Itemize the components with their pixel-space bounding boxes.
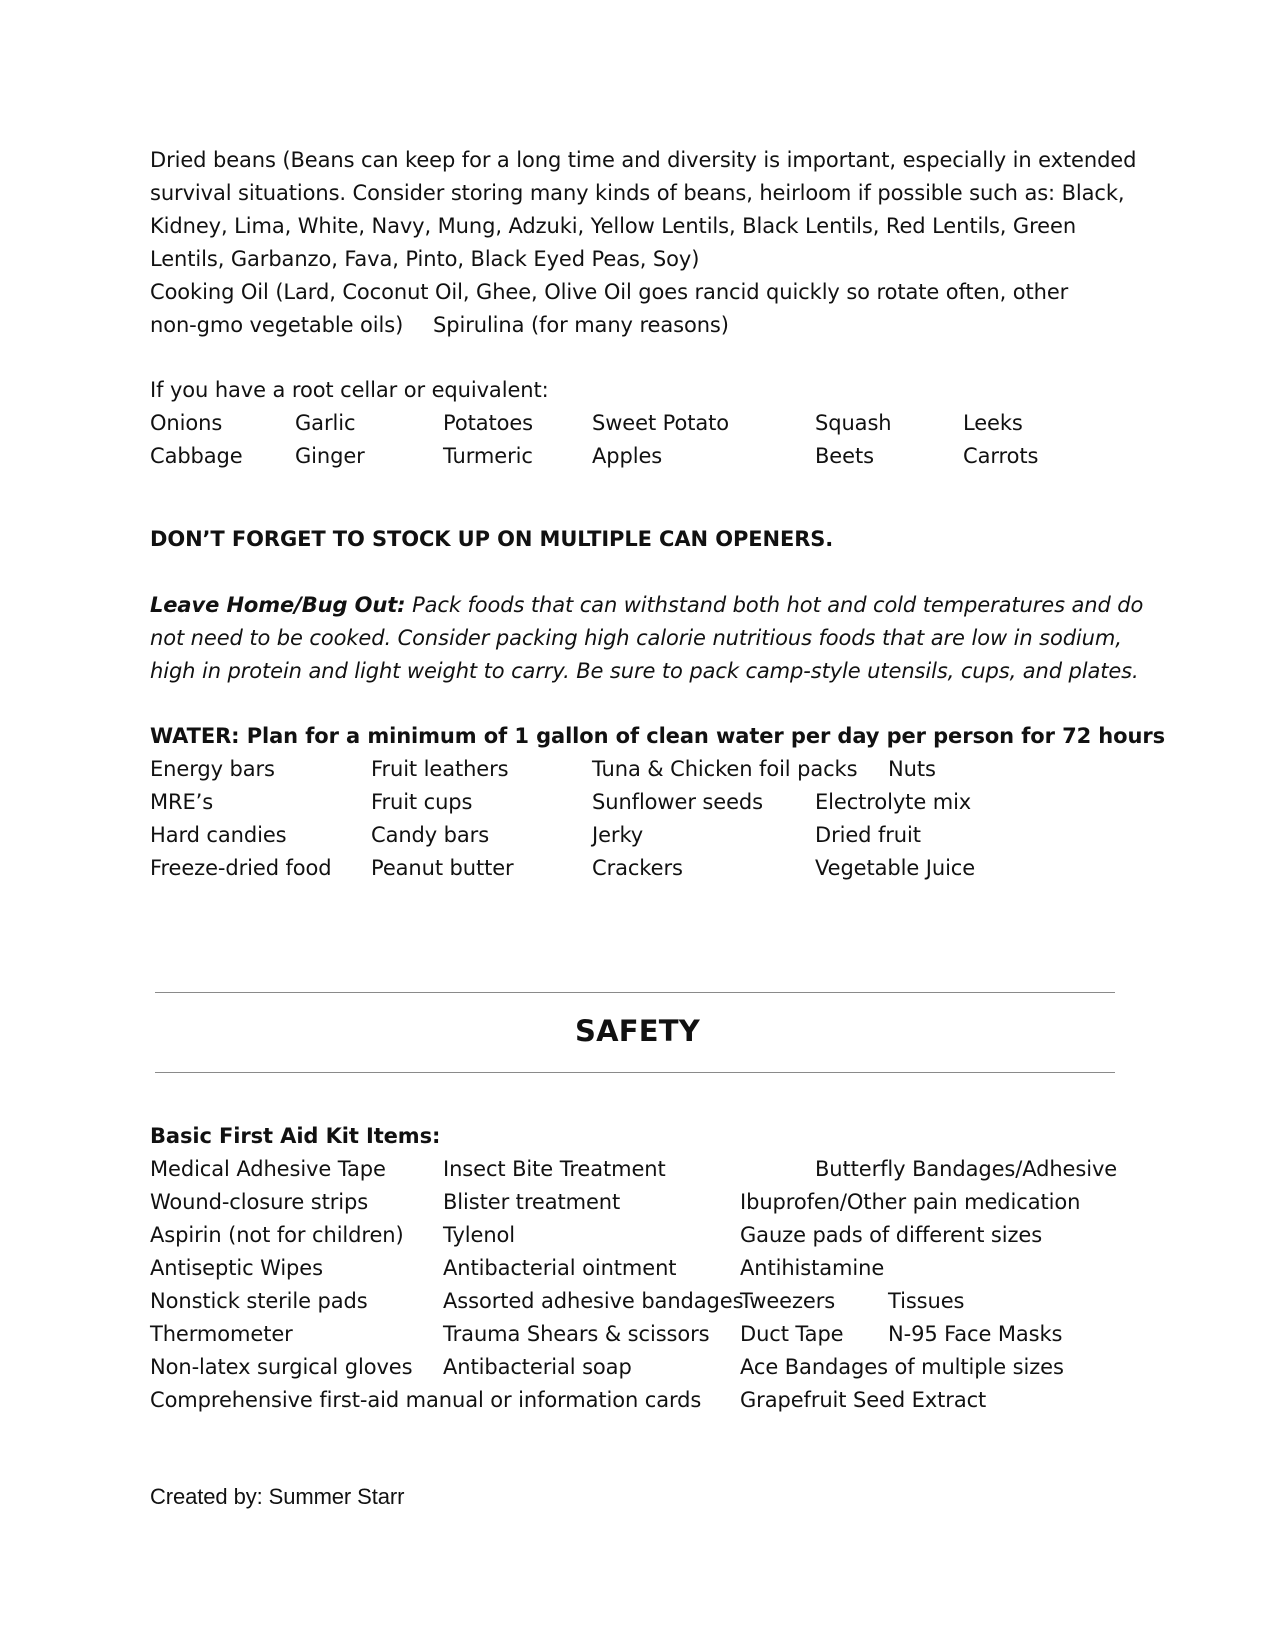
first-aid-item: Medical Adhesive Tape	[150, 1157, 386, 1181]
first-aid-item: Ace Bandages of multiple sizes	[740, 1355, 1064, 1379]
water-item: Hard candies	[150, 823, 287, 847]
bug-out-line-1	[150, 588, 1143, 622]
intro-line-1: Dried beans (Beans can keep for a long time and diversity is important, especially in extended	[150, 148, 1137, 172]
water-heading: WATER: Plan for a minimum of 1 gallon of clean water per day per person for 72 hours	[150, 724, 1165, 748]
first-aid-item: Grapefruit Seed Extract	[740, 1388, 987, 1412]
water-item: Freeze-dried food	[150, 856, 332, 880]
root-cellar-item: Apples	[592, 444, 663, 468]
first-aid-item: Tweezers	[740, 1289, 836, 1313]
divider-top	[155, 992, 1115, 993]
first-aid-item: Assorted adhesive bandages	[443, 1289, 744, 1313]
water-item: Electrolyte mix	[815, 790, 972, 814]
first-aid-item: Wound-closure strips	[150, 1190, 369, 1214]
first-aid-item: Aspirin (not for children)	[150, 1223, 404, 1247]
intro-line-2: survival situations. Consider storing many kinds of beans, heirloom if possible such as: Black,	[150, 181, 1125, 205]
first-aid-item: Antiseptic Wipes	[150, 1256, 323, 1280]
first-aid-item: Nonstick sterile pads	[150, 1289, 368, 1313]
first-aid-item: Antihistamine	[740, 1256, 885, 1280]
root-cellar-item: Potatoes	[443, 411, 534, 435]
can-openers-notice: DON’T FORGET TO STOCK UP ON MULTIPLE CAN OPENERS.	[150, 527, 834, 551]
first-aid-item: Tissues	[888, 1289, 965, 1313]
first-aid-item: Duct Tape	[740, 1322, 844, 1346]
bug-out-line-3: high in protein and light weight to carry. Be sure to pack camp-style utensils, cups, and plates.	[150, 659, 1139, 683]
first-aid-item: Ibuprofen/Other pain medication	[740, 1190, 1081, 1214]
first-aid-item: Tylenol	[443, 1223, 516, 1247]
water-item: Fruit cups	[371, 790, 473, 814]
divider-bottom	[155, 1072, 1115, 1073]
root-cellar-heading: If you have a root cellar or equivalent:	[150, 378, 549, 402]
section-title-safety: SAFETY	[575, 1014, 700, 1048]
intro-line-5: Cooking Oil (Lard, Coconut Oil, Ghee, Olive Oil goes rancid quickly so rotate often, other	[150, 280, 1069, 304]
root-cellar-item: Ginger	[295, 444, 365, 468]
bug-out-label: Leave Home/Bug Out:	[150, 593, 406, 617]
root-cellar-item: Turmeric	[443, 444, 533, 468]
first-aid-item: N-95 Face Masks	[888, 1322, 1063, 1346]
water-item: Dried fruit	[815, 823, 921, 847]
intro-line-3: Kidney, Lima, White, Navy, Mung, Adzuki, Yellow Lentils, Black Lentils, Red Lentils, Green	[150, 214, 1077, 238]
water-item: Peanut butter	[371, 856, 514, 880]
spirulina-item: Spirulina (for many reasons)	[433, 313, 729, 337]
water-item: Fruit leathers	[371, 757, 509, 781]
first-aid-item: Antibacterial soap	[443, 1355, 632, 1379]
water-item: Tuna & Chicken foil packs	[592, 757, 858, 781]
root-cellar-item: Squash	[815, 411, 892, 435]
footer-credit: Created by: Summer Starr	[150, 1484, 405, 1509]
root-cellar-item: Leeks	[963, 411, 1023, 435]
first-aid-item: Trauma Shears & scissors	[443, 1322, 710, 1346]
root-cellar-item: Beets	[815, 444, 874, 468]
water-item: MRE’s	[150, 790, 214, 814]
first-aid-item: Thermometer	[150, 1322, 293, 1346]
oil-line-end: non-gmo vegetable oils)	[150, 313, 404, 337]
root-cellar-item: Cabbage	[150, 444, 243, 468]
water-item: Crackers	[592, 856, 683, 880]
bug-out-line-2: not need to be cooked. Consider packing high calorie nutritious foods that are low in sodium,	[150, 626, 1122, 650]
water-item: Nuts	[888, 757, 936, 781]
first-aid-item: Blister treatment	[443, 1190, 621, 1214]
first-aid-item: Antibacterial ointment	[443, 1256, 677, 1280]
root-cellar-item: Carrots	[963, 444, 1039, 468]
first-aid-item: Comprehensive first-aid manual or information cards	[150, 1388, 702, 1412]
water-item: Energy bars	[150, 757, 275, 781]
water-item: Vegetable Juice	[815, 856, 976, 880]
first-aid-heading: Basic First Aid Kit Items:	[150, 1124, 441, 1148]
water-item: Sunflower seeds	[592, 790, 763, 814]
root-cellar-item: Sweet Potato	[592, 411, 730, 435]
water-item: Jerky	[592, 823, 644, 847]
first-aid-item: Gauze pads of different sizes	[740, 1223, 1043, 1247]
water-item: Candy bars	[371, 823, 490, 847]
first-aid-item: Butterfly Bandages/Adhesive	[815, 1157, 1118, 1181]
root-cellar-item: Garlic	[295, 411, 356, 435]
bug-out-text: Pack foods that can withstand both hot and cold temperatures and do	[412, 593, 1144, 617]
intro-line-4: Lentils, Garbanzo, Fava, Pinto, Black Eyed Peas, Soy)	[150, 247, 700, 271]
first-aid-item: Insect Bite Treatment	[443, 1157, 666, 1181]
first-aid-item: Non-latex surgical gloves	[150, 1355, 413, 1379]
root-cellar-item: Onions	[150, 411, 223, 435]
